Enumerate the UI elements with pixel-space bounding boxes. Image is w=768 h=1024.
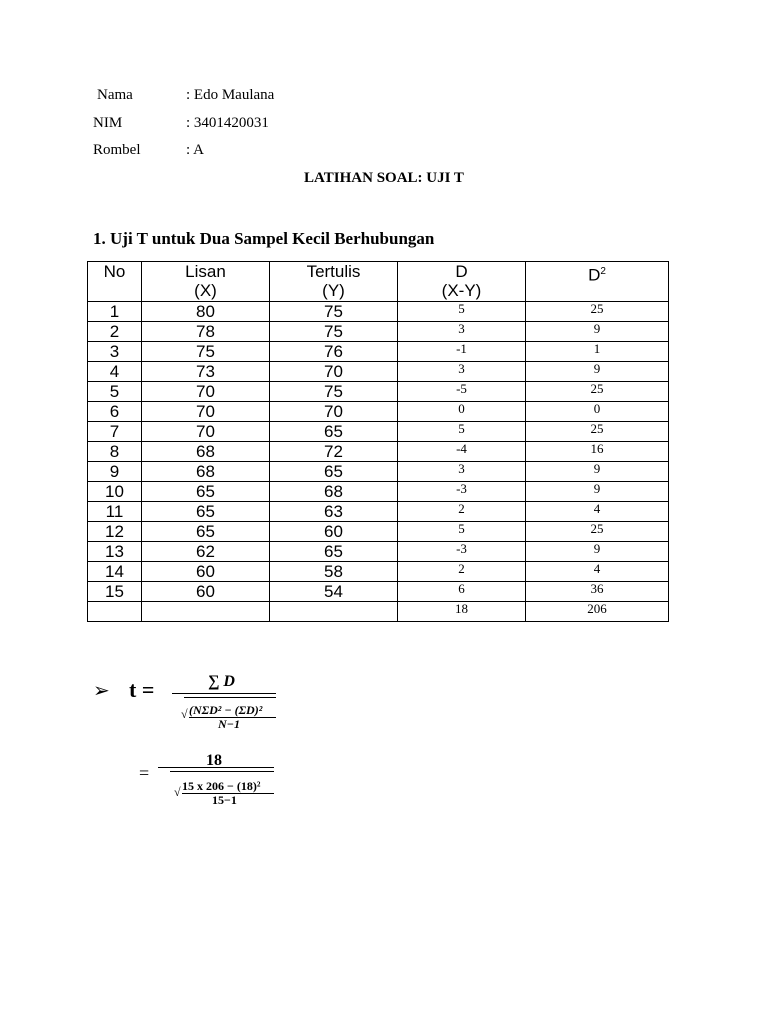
cell-d-squared: 1 [526,342,669,362]
rombel-label: Rombel [93,142,141,158]
cell-lisan: 62 [142,542,270,562]
cell-no: 3 [88,342,142,362]
cell-d: 18 [398,602,526,622]
cell-d-squared: 25 [526,382,669,402]
cell-d: 2 [398,562,526,582]
cell-d-squared: 25 [526,522,669,542]
table-row [88,362,669,382]
cell-lisan: 78 [142,322,270,342]
formula-equals: = [139,763,150,783]
cell-lisan: 60 [142,562,270,582]
cell-d-squared: 36 [526,582,669,602]
header-tertulis: Tertulis (Y) [270,262,398,302]
cell-d: -5 [398,382,526,402]
table-row [88,322,669,342]
fraction-bar [172,693,276,694]
cell-d: 0 [398,402,526,422]
table-row [88,402,669,422]
table-row [88,542,669,562]
cell-no: 14 [88,562,142,582]
name-value: : Edo Maulana [186,87,275,103]
cell-d: 5 [398,522,526,542]
formula-denominator-bottom: N−1 [218,717,240,731]
document-title: LATIHAN SOAL: UJI T [304,170,464,186]
table-row [88,502,669,522]
cell-d: 3 [398,322,526,342]
cell-no: 6 [88,402,142,422]
cell-d-squared: 206 [526,602,669,622]
sqrt-icon: √ [174,785,181,799]
formula-numerator: ∑ D [208,673,235,690]
cell-d-squared: 9 [526,462,669,482]
cell-no: 4 [88,362,142,382]
table-body [88,302,669,622]
cell-d-squared: 9 [526,542,669,562]
cell-d: -3 [398,482,526,502]
cell-lisan: 75 [142,342,270,362]
table-row [88,482,669,502]
cell-tertulis: 68 [270,482,398,502]
cell-tertulis: 65 [270,422,398,442]
table-row [88,462,669,482]
fraction-bar [170,771,274,772]
cell-no: 9 [88,462,142,482]
table-row [88,582,669,602]
cell-tertulis: 58 [270,562,398,582]
cell-no: 1 [88,302,142,322]
cell-tertulis: 75 [270,382,398,402]
nim-label: NIM [93,115,123,131]
cell-lisan: 70 [142,422,270,442]
cell-d: 2 [398,502,526,522]
cell-d-squared: 4 [526,502,669,522]
table-row [88,522,669,542]
nim-value: : 3401420031 [186,115,269,131]
cell-d-squared: 25 [526,302,669,322]
cell-d: 5 [398,422,526,442]
cell-no: 15 [88,582,142,602]
cell-d: 5 [398,302,526,322]
cell-d-squared: 4 [526,562,669,582]
cell-lisan: 65 [142,482,270,502]
cell-no: 13 [88,542,142,562]
cell-no: 7 [88,422,142,442]
header-d-squared: $D^2$ [526,262,669,302]
data-table [87,261,669,622]
cell-lisan: 70 [142,402,270,422]
formula-numerator-value: 18 [206,752,222,769]
cell-d-squared: 25 [526,422,669,442]
cell-d-squared: 16 [526,442,669,462]
cell-d: 6 [398,582,526,602]
cell-tertulis: 75 [270,322,398,342]
formula-denominator-top: (NΣD² − (ΣD)² [189,703,263,717]
cell-no: 10 [88,482,142,502]
cell-tertulis: 76 [270,342,398,362]
cell-d: -4 [398,442,526,462]
cell-tertulis: 70 [270,362,398,382]
sqrt-icon: √ [181,707,188,721]
table-row [88,302,669,322]
cell-d: -3 [398,542,526,562]
cell-lisan: 65 [142,522,270,542]
cell-lisan: 68 [142,462,270,482]
cell-tertulis: 63 [270,502,398,522]
cell-d-squared: 0 [526,402,669,422]
cell-d: 3 [398,362,526,382]
cell-d: 3 [398,462,526,482]
cell-tertulis: 54 [270,582,398,602]
table-header-row [88,262,669,302]
table-row [88,562,669,582]
cell-no [88,602,142,622]
header-lisan: Lisan (X) [142,262,270,302]
cell-lisan: 68 [142,442,270,462]
cell-tertulis: 60 [270,522,398,542]
fraction-bar [158,767,274,768]
cell-no: 8 [88,442,142,462]
cell-no: 5 [88,382,142,402]
cell-d: -1 [398,342,526,362]
cell-lisan: 60 [142,582,270,602]
cell-lisan: 80 [142,302,270,322]
cell-tertulis [270,602,398,622]
header-no: No [88,262,142,302]
cell-no: 12 [88,522,142,542]
cell-tertulis: 65 [270,542,398,562]
cell-tertulis: 72 [270,442,398,462]
cell-lisan: 73 [142,362,270,382]
formula-denominator-value-bottom: 15−1 [212,793,237,807]
cell-no: 2 [88,322,142,342]
table-totals-row [88,602,669,622]
fraction-bar [184,697,276,698]
table-row [88,342,669,362]
formula-denominator-value-top: 15 x 206 − (18)² [182,779,261,793]
cell-tertulis: 65 [270,462,398,482]
rombel-value: : A [186,142,204,158]
section-title: 1. Uji T untuk Dua Sampel Kecil Berhubungan [93,229,435,248]
table-row [88,382,669,402]
bullet-arrow-icon: ➢ [93,680,110,702]
cell-tertulis: 75 [270,302,398,322]
cell-d-squared: 9 [526,362,669,382]
name-label: Nama [97,87,133,103]
cell-lisan [142,602,270,622]
cell-tertulis: 70 [270,402,398,422]
table-row [88,442,669,462]
cell-lisan: 70 [142,382,270,402]
cell-d-squared: 9 [526,322,669,342]
table-row [88,422,669,442]
cell-no: 11 [88,502,142,522]
cell-lisan: 65 [142,502,270,522]
formula-lhs: t = [129,677,155,702]
cell-d-squared: 9 [526,482,669,502]
header-d: D (X-Y) [398,262,526,302]
